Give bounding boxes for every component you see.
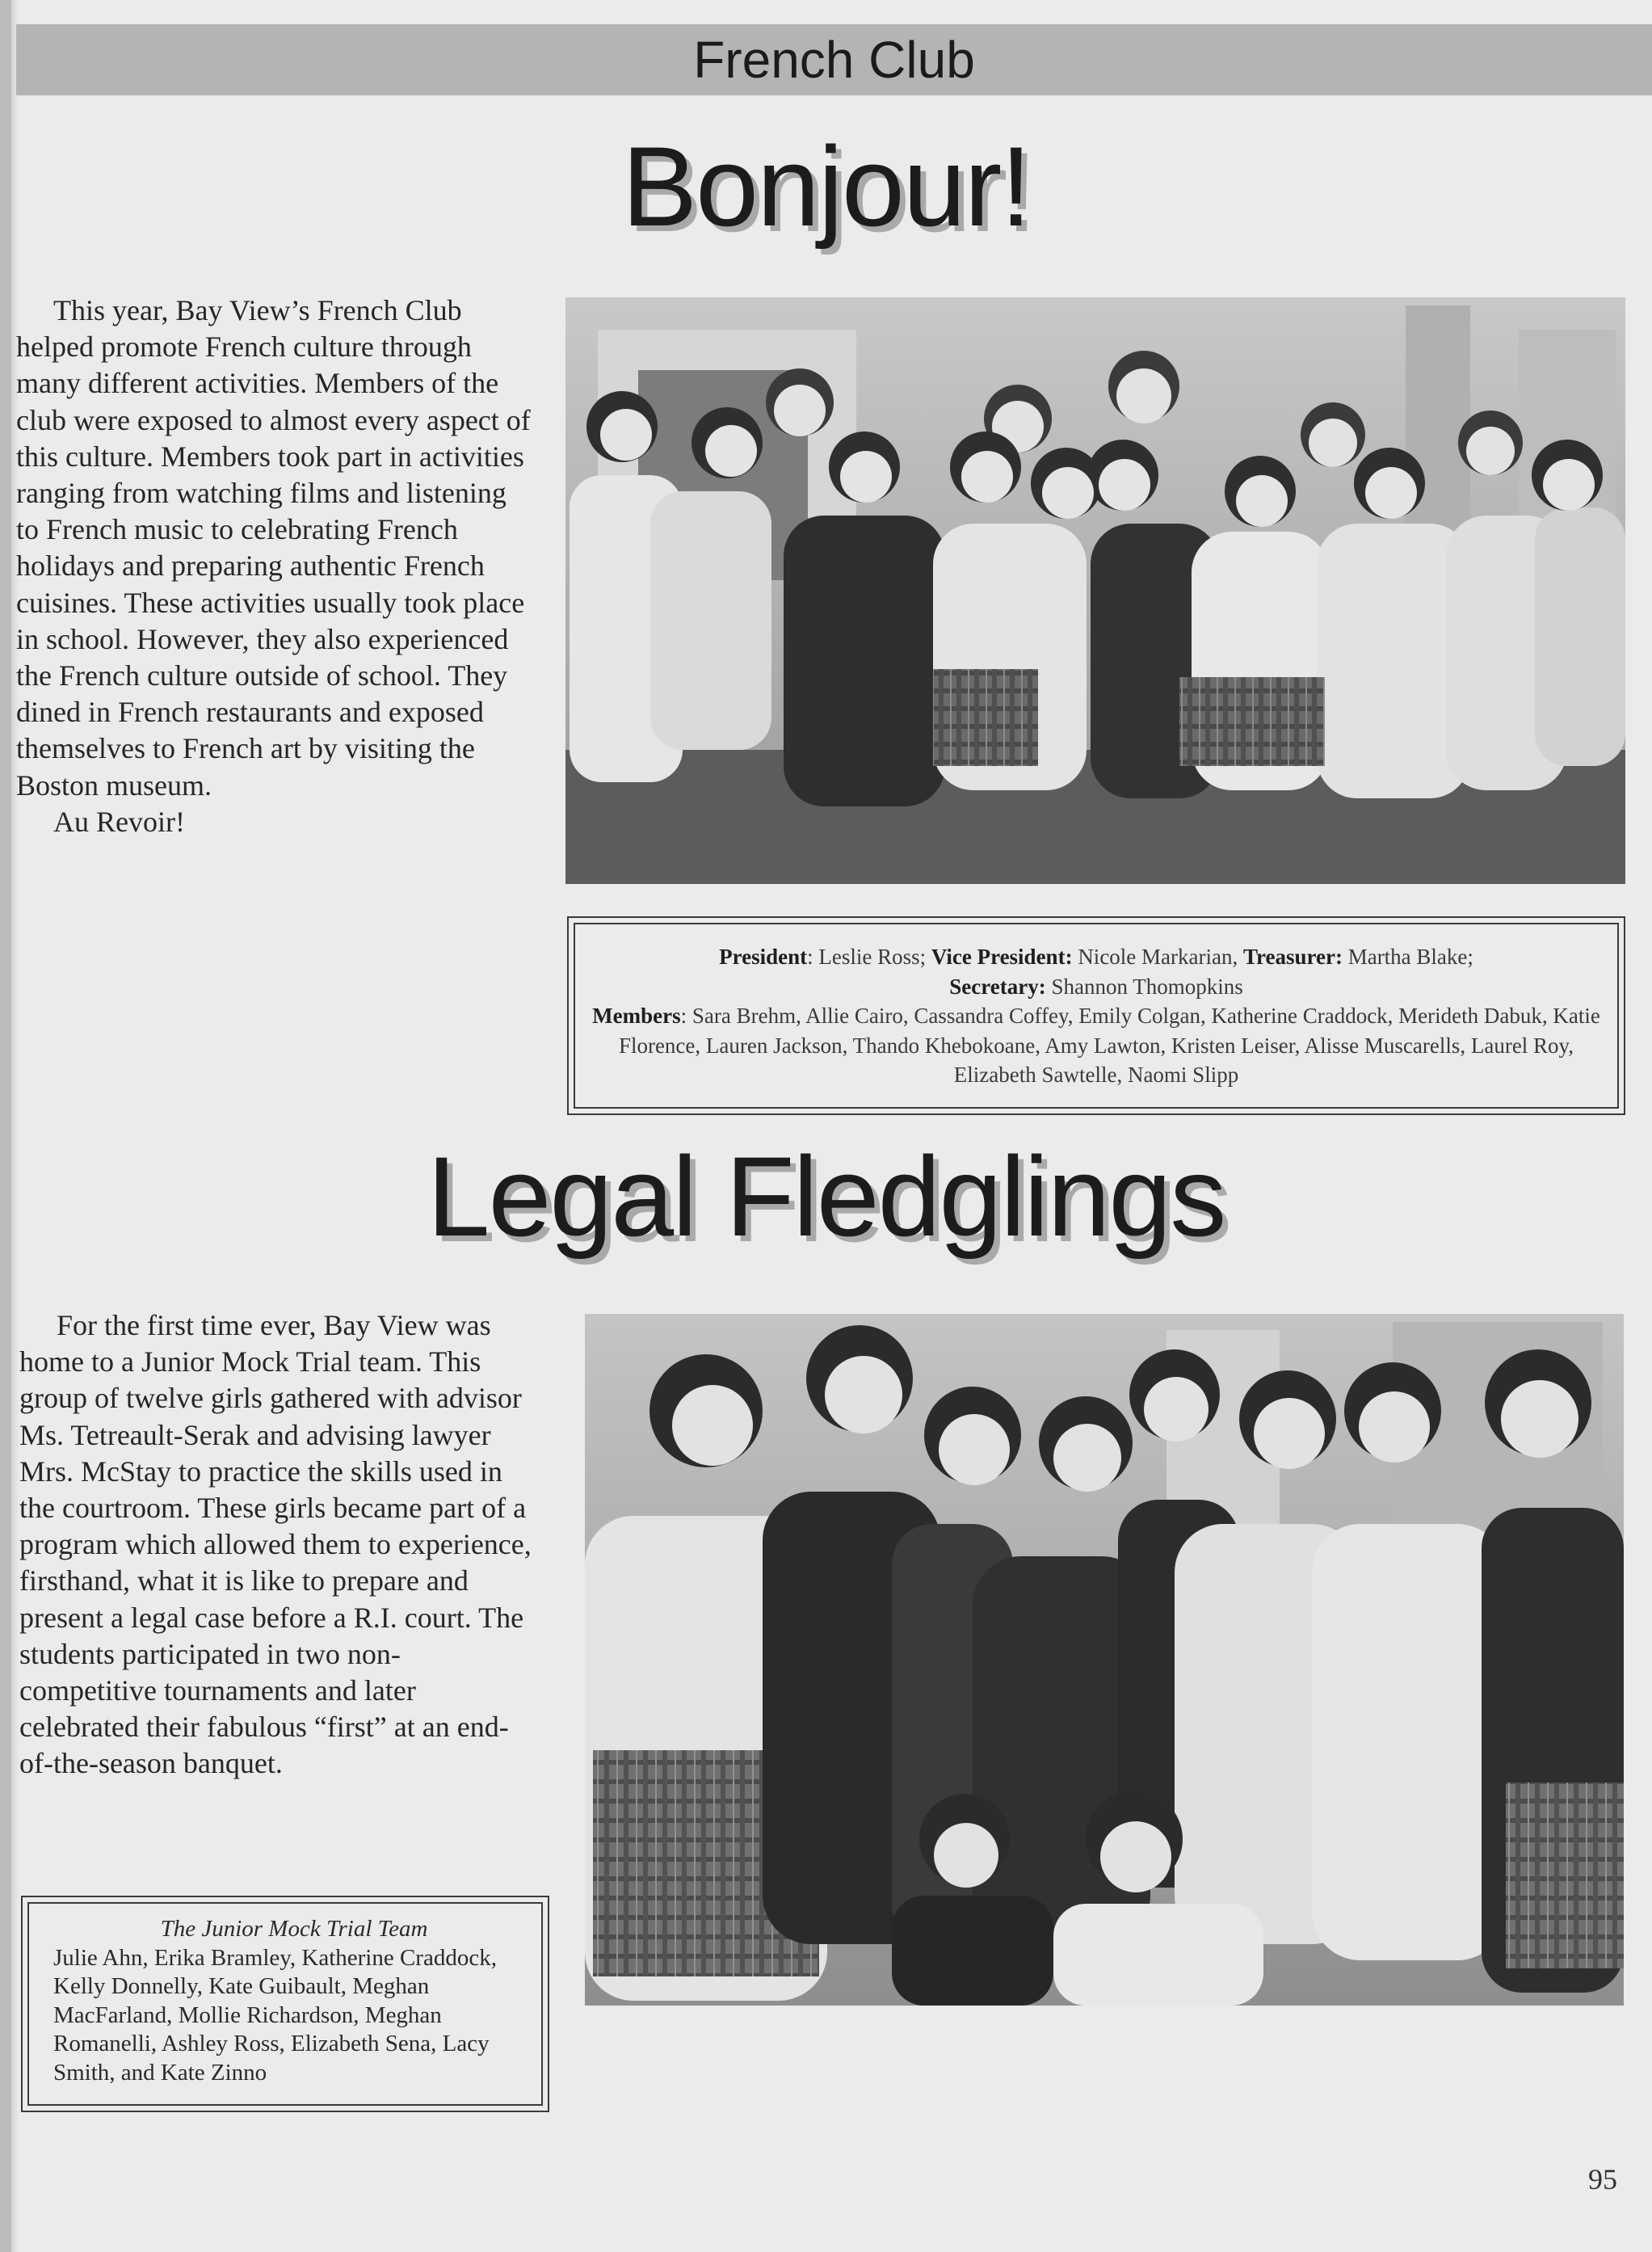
page-binding	[0, 0, 11, 2252]
french-club-headline: Bonjour!	[621, 123, 1031, 250]
french-club-roster-box	[567, 916, 1625, 1115]
french-club-article	[16, 293, 533, 840]
secretary-label: Secretary:	[949, 974, 1046, 999]
page-number: 95	[1588, 2163, 1617, 2195]
french-club-group-photo	[565, 297, 1625, 884]
section-header	[16, 24, 1652, 95]
members-list: Sara Brehm, Allie Cairo, Cassandra Coffey, Emily Colgan, Katherine Craddock, Merideth Dabuk, Katie Florence, Lauren Jackson, Thando Khebokoane, Amy Lawton, Kristen Leiser, Alisse Muscarells, Laurel Roy, Elizabeth Sawtelle, Naomi Slipp	[618, 1004, 1600, 1087]
mock-trial-team-photo	[585, 1314, 1624, 2006]
legal-fledglings-headline: Legal Fledglings	[427, 1133, 1225, 1260]
mock-trial-roster	[27, 1902, 543, 2106]
mock-trial-roster-title: The Junior Mock Trial Team	[160, 1916, 428, 1942]
mock-trial-roster-box	[21, 1896, 549, 2112]
french-club-paragraph: This year, Bay View’s French Club helped promote French culture through many different activities. Members of the club were exposed to almost every aspect of this culture. Members took part in activities ranging from watching films and listening to French music to celebrating French holidays and preparing authentic French cuisines. These activities usually took place in school. However, they also experienced the French culture outside of school. They dined in French restaurants and exposed themselves to French art by visiting the Boston museum.	[16, 294, 531, 802]
treasurer-name: Martha Blake;	[1347, 945, 1473, 969]
treasurer-label: Treasurer:	[1242, 945, 1343, 969]
mock-trial-photo-illustration	[585, 1314, 1624, 2006]
french-club-signoff: Au Revoir!	[53, 805, 185, 838]
mock-trial-paragraph: For the first time ever, Bay View was home to a Junior Mock Trial team. This group of twelve girls gathered with advisor Ms. Tetreault-Serak and advising lawyer Mrs. McStay to practice the skills used in the courtroom. These girls became part of a program which allowed them to experience, firsthand, what it is like to prepare and present a legal case before a R.I. court. The students participated in two non-competitive tournaments and later celebrated their fabulous “first” at an end-of-the-season banquet.	[19, 1309, 532, 1780]
french-club-roster: President: Leslie Ross; Vice President: Nicole Markarian, Treasurer: Martha Blake; Secretary: Shannon Thomopkins Members: Sara Brehm, Allie Cairo, Cassandra Coffey, Emily Colgan, Katherine Craddock, Merideth Dabuk, Katie Florence, Lauren Jackson, Thando Khebokoane, Amy Lawton, Kristen Leiser, Alisse Muscarells, Laurel Roy, Elizabeth Sawtelle, Naomi Slipp	[574, 923, 1619, 1109]
mock-trial-roster-names: Julie Ahn, Erika Bramley, Katherine Craddock, Kelly Donnelly, Kate Guibault, Meghan MacFarland, Mollie Richardson, Meghan Romanelli, Ashley Ross, Elizabeth Sena, Lacy Smith, and Kate Zinno	[53, 1944, 497, 2086]
president-name: Leslie Ross;	[818, 945, 927, 969]
vice-president-name: Nicole Markarian,	[1078, 945, 1238, 969]
section-header-title: French Club	[693, 31, 975, 89]
secretary-name: Shannon Thomopkins	[1051, 974, 1243, 999]
president-label: President	[719, 945, 808, 969]
mock-trial-article	[19, 1307, 536, 1783]
members-label: Members	[592, 1004, 681, 1028]
french-club-photo-illustration	[565, 297, 1625, 884]
vice-president-label: Vice President:	[931, 945, 1073, 969]
